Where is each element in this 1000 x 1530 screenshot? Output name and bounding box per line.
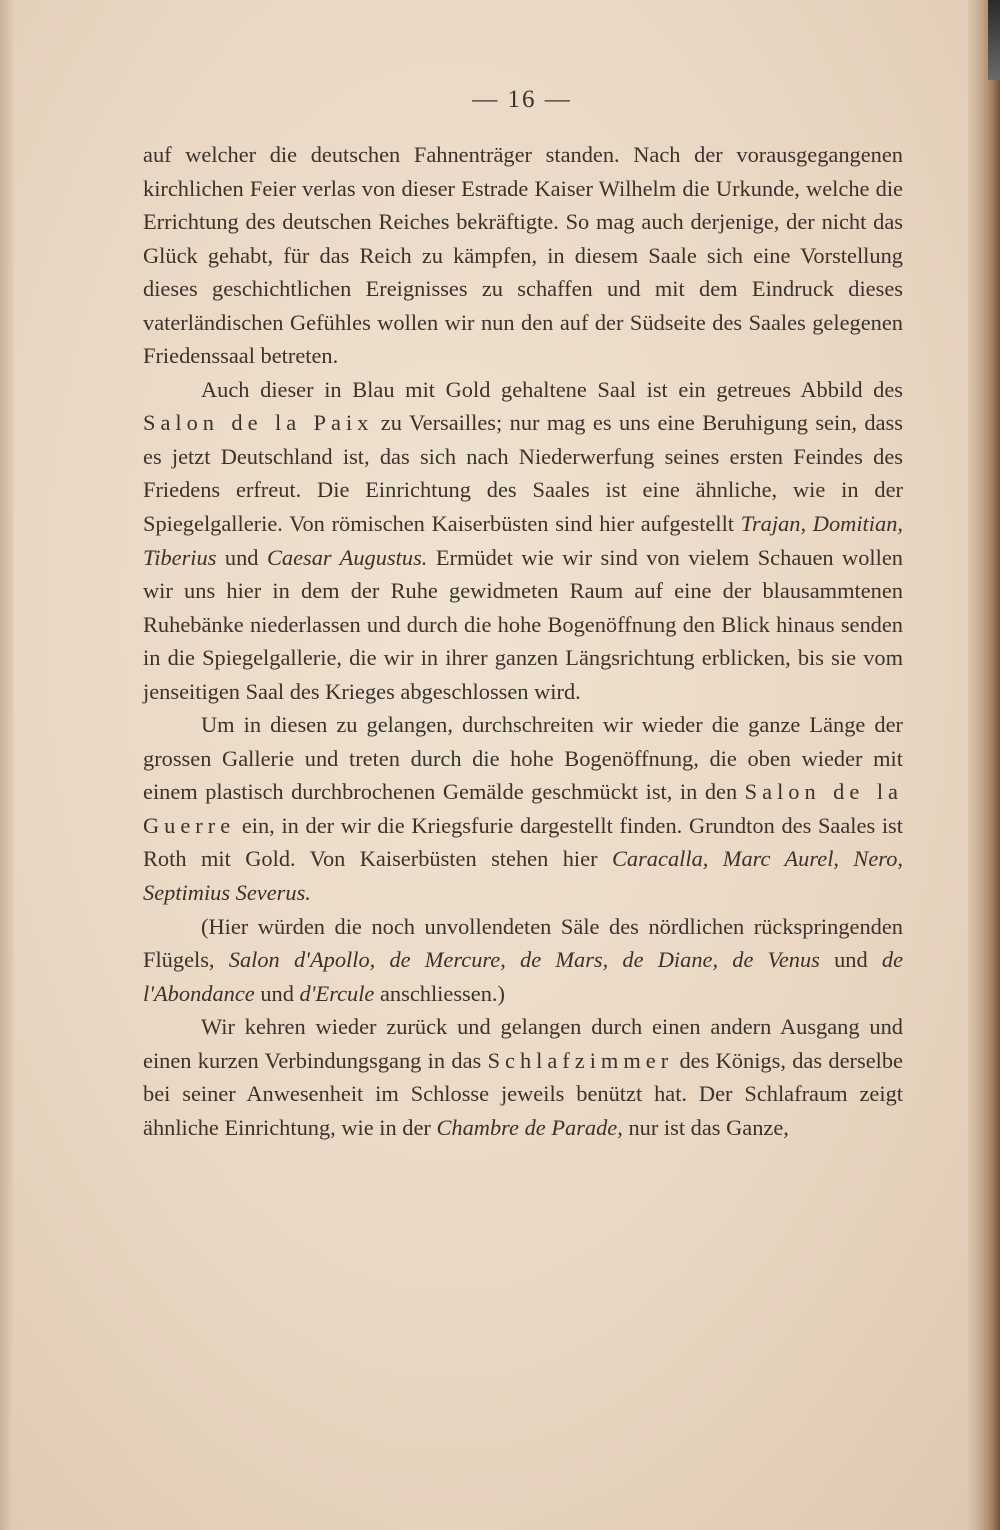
text-run: des Königs, das derselbe bei seiner Anwesenheit im Schlosse jeweils benützt hat. Der Schlafraum zeigt ähnliche Einrichtung, wie in der xyxy=(143,1047,903,1140)
italic-text: Salon d'Apollo, de Mercure, de Mars, de Diane, de Venus xyxy=(228,947,820,973)
text-run: und xyxy=(216,544,267,570)
paragraph xyxy=(143,708,903,909)
italic-text: de l'Abondance xyxy=(143,947,904,1006)
text-run: Ermüdet wie wir sind von vielem Schauen wollen wir uns hier in dem der Ruhe gewidmeten Raum auf eine der blausammtenen Ruhebänke niederlassen und durch die hohe Bogenöffnung den Blick hinaus senden in die Spiegelgallerie, die wir in ihrer ganzen Längsrichtung erblicken, bis sie vom jenseitigen Saal des Krieges abgeschlossen wird. xyxy=(143,544,903,704)
text-run: auf welcher die deutschen Fahnenträger standen. Nach der vorausgegangenen kirchlichen Feier verlas von dieser Estrade Kaiser Wilhelm die Urkunde, welche die Errichtung des deutschen Reiches bekräftigte. So mag auch derjenige, der nicht das Glück gehabt, für das Reich zu kämpfen, in diesem Saale sich eine Vorstellung dieses geschichtlichen Ereignisses zu schaffen und mit dem Eindruck dieses vaterländischen Gefühles wollen wir nun den auf der Südseite des Saales gelegenen Friedenssaal betreten. xyxy=(143,142,903,369)
italic-text: Caracalla, Marc Aurel, Nero, Septimius Severus. xyxy=(143,846,903,906)
spaced-text: Salon de la Paix xyxy=(143,410,374,436)
paragraph xyxy=(143,1010,903,1144)
text-run: Wir kehren wieder zurück und gelangen durch einen andern Ausgang und einen kurzen Verbindungsgang in das xyxy=(143,1014,903,1073)
text-run: nur ist das Ganze, xyxy=(622,1114,789,1140)
spaced-text: Schlafzimmer xyxy=(487,1047,674,1073)
paragraph xyxy=(143,138,903,373)
italic-text: Chambre de Parade, xyxy=(436,1114,623,1140)
binding-corner xyxy=(988,0,1000,80)
page-number: — 16 — xyxy=(472,86,572,113)
text-run: und xyxy=(254,980,300,1006)
text-run: ein, in der wir die Kriegsfurie dargestellt finden. Grundton des Saales ist Roth mit Gold. Von Kaiserbüsten stehen hier xyxy=(143,812,903,872)
page-left-edge xyxy=(0,0,14,1530)
text-run: Auch dieser in Blau mit Gold gehaltene Saal ist ein getreues Abbild des xyxy=(201,376,903,402)
spaced-text: Salon de la Guerre xyxy=(143,779,903,838)
text-run: und xyxy=(819,947,882,973)
paragraph xyxy=(143,373,903,708)
body-text xyxy=(143,138,903,1144)
text-run: Um in diesen zu gelangen, durchschreiten wir wieder die ganze Länge der grossen Gallerie und treten durch die hohe Bogenöffnung, die oben wieder mit einem plastisch durchbrochenen Gemälde geschmückt ist, in den xyxy=(143,712,903,805)
text-run: zu Versailles; nur mag es uns eine Beruhigung sein, dass es jetzt Deutschland ist, das sich nach Niederwerfung seines ersten Feindes des Friedens erfreut. Die Einrichtung des Saales ist eine ähnliche, wie in der Spiegelgallerie. Von römischen Kaiserbüsten sind hier aufgestellt xyxy=(143,410,903,537)
italic-text: Caesar Augustus. xyxy=(266,544,428,570)
text-run: anschliessen.) xyxy=(374,980,505,1006)
text-run: (Hier würden die noch unvollendeten Säle des nördlichen rückspringenden Flügels, xyxy=(143,913,903,973)
italic-text: d'Ercule xyxy=(299,980,375,1006)
paragraph xyxy=(143,910,903,1011)
book-spine-edge xyxy=(968,0,1000,1530)
italic-text: Trajan, Domitian, Tiberius xyxy=(143,511,903,570)
